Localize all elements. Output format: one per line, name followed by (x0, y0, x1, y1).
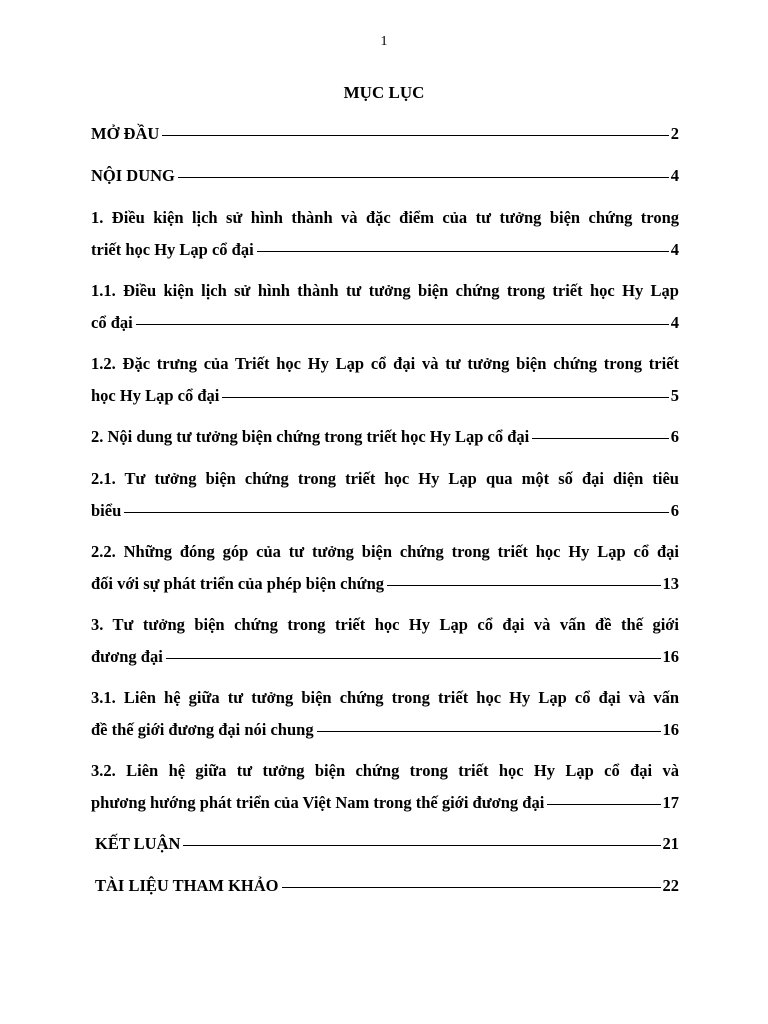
toc-leader-line (532, 438, 669, 439)
toc-leader-line (222, 397, 668, 398)
toc-entry[interactable] (91, 609, 679, 673)
toc-entry[interactable] (91, 828, 679, 860)
toc-entry-page-number: 2 (670, 124, 679, 143)
toc-leader-line (282, 887, 661, 888)
toc-entry-last-line (95, 828, 679, 860)
toc-entry-page-number: 4 (670, 166, 679, 185)
toc-entry-text-line: 2.2. Những đóng góp của tư tưởng biện chứng trong triết học Hy Lạp cổ đại (91, 542, 679, 561)
toc-entry-label: TÀI LIỆU THAM KHẢO (95, 876, 279, 895)
toc-entry-text-line: 3. Tư tưởng biện chứng trong triết học Hy Lạp cổ đại và vấn đề thế giới (91, 615, 679, 634)
toc-entry-page-number: 6 (670, 427, 679, 446)
toc-entry-label: triết học Hy Lạp cổ đại (91, 240, 254, 259)
toc-leader-line (136, 324, 669, 325)
toc-entry-page-number: 22 (662, 876, 679, 895)
toc-entry[interactable] (91, 275, 679, 339)
toc-entry-label: đề thế giới đương đại nói chung (91, 720, 314, 739)
toc-entry-last-line (91, 234, 679, 266)
toc-entry-page-number: 4 (670, 240, 679, 259)
toc-entry-last-line (95, 870, 679, 902)
toc-entry-label: KẾT LUẬN (95, 834, 181, 853)
toc-entry-last-line (91, 421, 679, 453)
toc-entry-label: đối với sự phát triển của phép biện chứng (91, 574, 384, 593)
toc-entry-label: biểu (91, 501, 122, 520)
toc-title: MỤC LỤC (343, 83, 425, 102)
toc-entry-label: NỘI DUNG (91, 166, 175, 185)
toc-entry-label: học Hy Lạp cổ đại (91, 386, 220, 405)
table-of-contents (91, 118, 679, 912)
toc-leader-line (166, 658, 661, 659)
toc-entry-text-line: 3.2. Liên hệ giữa tư tưởng biện chứng trong triết học Hy Lạp cổ đại và (91, 761, 679, 780)
toc-entry[interactable] (91, 463, 679, 527)
toc-leader-line (178, 177, 669, 178)
toc-entry-page-number: 4 (670, 313, 679, 332)
toc-entry-page-number: 21 (662, 834, 679, 853)
toc-entry-label: cổ đại (91, 313, 133, 332)
toc-entry-page-number: 5 (670, 386, 679, 405)
toc-entry[interactable] (91, 682, 679, 746)
toc-entry-page-number: 17 (662, 793, 679, 812)
toc-entry-label: MỞ ĐẦU (91, 124, 160, 143)
toc-entry[interactable] (91, 755, 679, 819)
toc-entry-last-line (91, 307, 679, 339)
toc-entry-last-line (91, 495, 679, 527)
page-number: 1 (380, 34, 388, 49)
toc-entry[interactable] (91, 421, 679, 453)
toc-entry[interactable] (91, 160, 679, 192)
toc-entry-label: 2. Nội dung tư tưởng biện chứng trong triết học Hy Lạp cổ đại (91, 427, 530, 446)
toc-leader-line (387, 585, 661, 586)
toc-entry-text-line: 1.1. Điều kiện lịch sử hình thành tư tưởng biện chứng trong triết học Hy Lạp (91, 281, 679, 300)
toc-leader-line (124, 512, 668, 513)
toc-entry[interactable] (91, 536, 679, 600)
toc-entry-last-line (91, 118, 679, 150)
toc-entry[interactable] (91, 202, 679, 266)
toc-leader-line (547, 804, 660, 805)
toc-entry-text-line: 3.1. Liên hệ giữa tư tưởng biện chứng trong triết học Hy Lạp cổ đại và vấn (91, 688, 679, 707)
toc-entry[interactable] (91, 118, 679, 150)
toc-entry-last-line (91, 160, 679, 192)
toc-entry-last-line (91, 568, 679, 600)
toc-entry-last-line (91, 714, 679, 746)
toc-leader-line (257, 251, 669, 252)
toc-entry-last-line (91, 641, 679, 673)
toc-leader-line (183, 845, 660, 846)
toc-entry-text-line: 1. Điều kiện lịch sử hình thành và đặc điểm của tư tưởng biện chứng trong (91, 208, 679, 227)
toc-entry[interactable] (91, 348, 679, 412)
toc-entry-text-line: 2.1. Tư tưởng biện chứng trong triết học Hy Lạp qua một số đại diện tiêu (91, 469, 679, 488)
toc-entry-label: đương đại (91, 647, 163, 666)
toc-entry[interactable] (91, 870, 679, 902)
toc-entry-page-number: 13 (662, 574, 679, 593)
toc-entry-text-line: 1.2. Đặc trưng của Triết học Hy Lạp cổ đại và tư tưởng biện chứng trong triết (91, 354, 679, 373)
toc-entry-page-number: 16 (662, 647, 679, 666)
toc-leader-line (162, 135, 668, 136)
toc-leader-line (317, 731, 661, 732)
toc-entry-label: phương hướng phát triển của Việt Nam trong thế giới đương đại (91, 793, 545, 812)
toc-entry-page-number: 16 (662, 720, 679, 739)
toc-entry-last-line (91, 787, 679, 819)
toc-entry-page-number: 6 (670, 501, 679, 520)
toc-entry-last-line (91, 380, 679, 412)
